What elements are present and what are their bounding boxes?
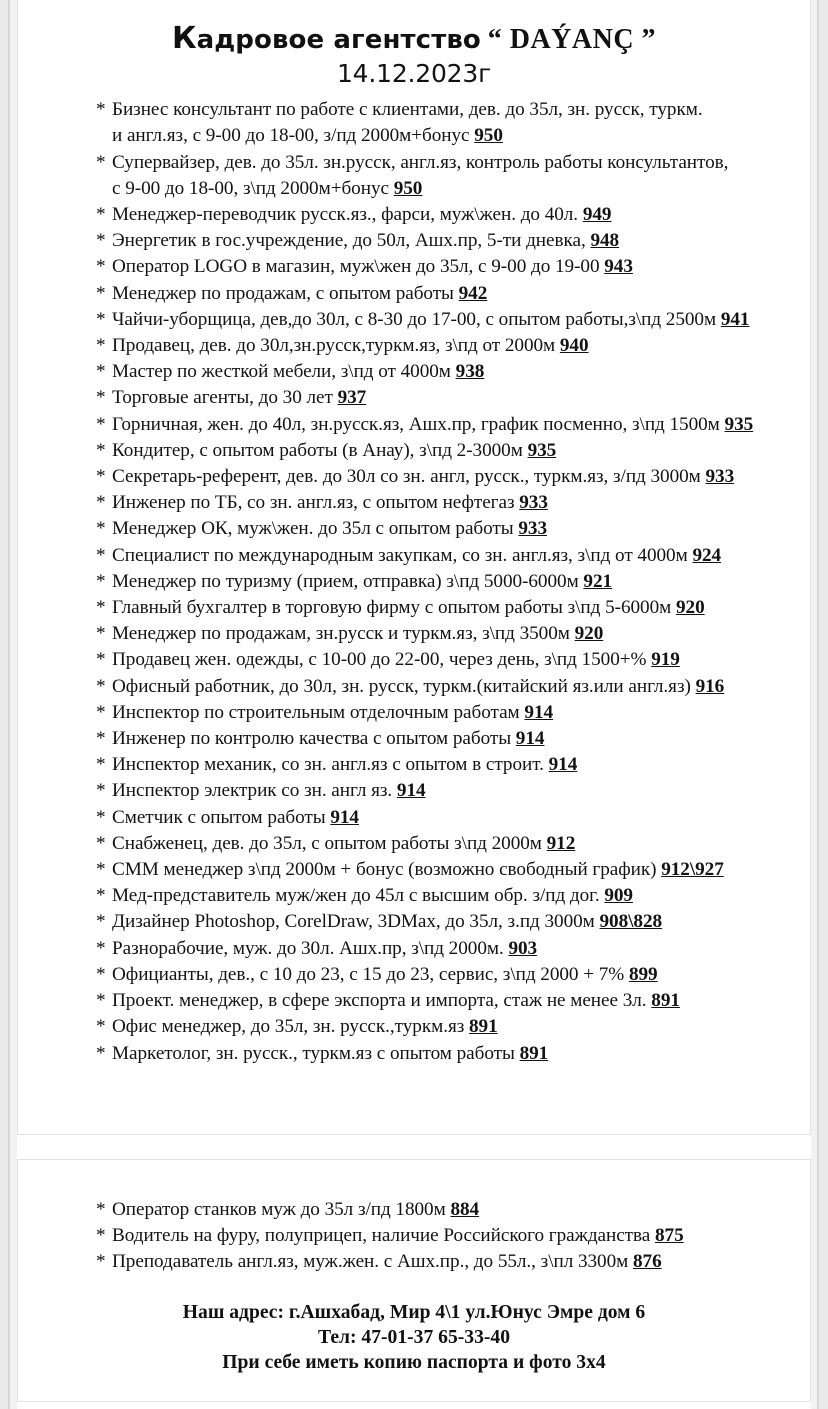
job-listing-item	[96, 621, 792, 647]
job-reference-code: 933	[519, 492, 548, 514]
contact-address: Наш адрес: г.Ашхабад, Мир 4\1 ул.Юнус Эмре дом 6	[182, 1301, 646, 1323]
job-description: Дизайнер Photoshop, CorelDraw, 3DMax, до 35л, з.пд 3000м	[112, 911, 600, 933]
title-latin-part: “ DAÝANÇ ”	[487, 24, 657, 55]
job-listing-page-2	[18, 1169, 810, 1276]
job-listing-item	[96, 281, 792, 307]
job-reference-code: 942	[458, 282, 488, 304]
job-reference-code: 949	[582, 204, 612, 225]
job-reference-code: 875	[655, 1225, 684, 1247]
job-reference-code: 891	[469, 1016, 498, 1038]
job-listing-item	[96, 936, 792, 962]
job-listing-item	[96, 254, 792, 280]
bullet-asterisk: *	[96, 151, 106, 173]
job-reference-code: 908\828	[599, 911, 663, 933]
job-reference-code: 933	[518, 518, 547, 540]
bullet-asterisk: *	[96, 492, 106, 514]
bullet-asterisk: *	[96, 544, 106, 566]
job-description: Офисный работник, до 30л, зн. русск, туркм.(китайский яз.или англ.яз)	[112, 675, 696, 697]
job-listing-item	[96, 1014, 792, 1040]
title-cyrillic-rest: адровое агентство	[196, 25, 481, 55]
bullet-asterisk: *	[96, 230, 106, 252]
job-listing-item	[96, 962, 792, 988]
title-cyrillic-part	[171, 21, 481, 56]
job-description: Чайчи-уборщица, дев,до 30л, с 8-30 до 17-00, с опытом работы,з\пд 2500м	[112, 308, 721, 330]
job-reference-code: 940	[559, 335, 589, 357]
job-description: Инспектор по строительным отделочным работам	[112, 701, 525, 723]
document-date: 14.12.2023г	[336, 59, 492, 89]
bullet-asterisk: *	[96, 1016, 106, 1038]
job-listing-item	[96, 543, 792, 569]
job-listing-item	[96, 1197, 792, 1223]
job-listing-item	[96, 359, 792, 385]
bullet-asterisk: *	[96, 806, 106, 828]
job-reference-code: 914	[396, 780, 426, 802]
contact-block	[18, 1300, 810, 1401]
job-listing-item	[96, 752, 792, 778]
bullet-asterisk: *	[96, 518, 106, 540]
job-description: СММ менеджер з\пд 2000м + бонус (возможно свободный график)	[112, 859, 662, 881]
job-listing-item	[96, 883, 792, 909]
bullet-asterisk: *	[96, 623, 106, 645]
job-reference-code: 891	[519, 1042, 549, 1064]
job-reference-code: 941	[720, 308, 750, 330]
job-listing-item	[96, 700, 792, 726]
bullet-asterisk: *	[96, 990, 106, 1012]
job-description: Секретарь-референт, дев. до 30л со зн. англ, русск., туркм.яз, з/пд 3000м	[112, 466, 706, 488]
job-listing-item	[96, 569, 792, 595]
job-listing-item	[96, 516, 792, 542]
bullet-asterisk: *	[96, 911, 106, 933]
job-listing-item	[96, 464, 792, 490]
bullet-asterisk: *	[96, 282, 106, 304]
bullet-asterisk: *	[96, 361, 106, 383]
job-listing-item-continuation	[96, 123, 792, 149]
bullet-asterisk: *	[96, 885, 106, 907]
job-listing-item	[96, 909, 792, 935]
job-reference-code: 914	[515, 728, 545, 750]
bullet-asterisk: *	[96, 649, 106, 671]
job-description: Водитель на фуру, полуприцеп, наличие Российского гражданства	[112, 1225, 655, 1247]
job-listing-item	[96, 202, 792, 228]
job-description: Продавец жен. одежды, с 10-00 до 22-00, через день, з\пд 1500+%	[112, 649, 652, 671]
job-reference-code: 938	[455, 361, 485, 383]
bullet-asterisk: *	[96, 754, 106, 776]
bullet-asterisk: *	[96, 780, 106, 802]
job-listing-item	[96, 97, 792, 123]
job-listing-item	[96, 385, 792, 411]
job-description: Главный бухгалтер в торговую фирму с опытом работы з\пд 5-6000м	[112, 597, 676, 619]
job-description: Оператор станков муж до 35л з/пд 1800м	[112, 1199, 451, 1220]
bullet-asterisk: *	[96, 701, 106, 723]
job-reference-code: 916	[695, 675, 725, 697]
bullet-asterisk: *	[96, 1225, 106, 1247]
job-listing-page-1	[18, 97, 810, 1067]
job-reference-code: 950	[474, 125, 503, 147]
job-listing-item	[96, 595, 792, 621]
job-reference-code: 919	[651, 649, 680, 671]
job-reference-code: 914	[548, 754, 578, 776]
job-listing-item	[96, 988, 792, 1014]
job-listing-item	[96, 1249, 792, 1275]
job-reference-code: 891	[651, 990, 680, 1012]
bullet-asterisk: *	[96, 597, 106, 619]
job-description: Специалист по международным закупкам, со зн. англ.яз, з\пд от 4000м	[112, 544, 693, 566]
job-listing-item	[96, 150, 792, 176]
bullet-asterisk: *	[96, 859, 106, 881]
job-description-continued: и англ.яз, с 9-00 до 18-00, з/пд 2000м+бонус	[112, 125, 475, 147]
job-listing-item	[96, 333, 792, 359]
job-reference-code: 948	[590, 230, 620, 252]
job-reference-code: 903	[508, 937, 538, 959]
job-reference-code: 912\927	[661, 859, 724, 881]
job-description: Офис менеджер, до 35л, зн. русск.,туркм.яз	[112, 1016, 469, 1038]
job-listing-item	[96, 674, 792, 700]
job-description: Проект. менеджер, в сфере экспорта и импорта, стаж не менее 3л.	[112, 990, 652, 1012]
page-title	[18, 22, 810, 56]
bullet-asterisk: *	[96, 832, 106, 854]
bullet-asterisk: *	[96, 466, 106, 488]
job-description: Продавец, дев. до 30л,зн.русск,туркм.яз, з\пд от 2000м	[112, 335, 560, 357]
bullet-asterisk: *	[96, 439, 106, 461]
job-reference-code: 899	[628, 963, 658, 985]
job-reference-code: 933	[705, 466, 735, 488]
job-description: Мед-представитель муж/жен до 45л с высшим обр. з/пд дог.	[112, 885, 605, 907]
job-reference-code: 920	[574, 623, 604, 645]
bullet-asterisk: *	[96, 256, 106, 278]
job-description: Сметчик с опытом работы	[112, 806, 331, 828]
job-listing-item	[96, 778, 792, 804]
bullet-asterisk: *	[96, 1042, 106, 1064]
job-description: Инженер по контролю качества с опытом работы	[112, 728, 516, 750]
job-reference-code: 924	[692, 544, 722, 566]
job-description: Торговые агенты, до 30 лет	[112, 387, 338, 409]
job-description: Маркетолог, зн. русск., туркм.яз с опытом работы	[112, 1042, 520, 1064]
bullet-asterisk: *	[96, 308, 106, 330]
document-page-2	[17, 1159, 811, 1402]
job-reference-code: 935	[527, 439, 557, 461]
bullet-asterisk: *	[96, 335, 106, 357]
job-description: Кондитер, с опытом работы (в Анау), з\пд 2-3000м	[112, 439, 528, 461]
job-listing-item	[96, 1041, 792, 1067]
bullet-asterisk: *	[96, 204, 106, 225]
bullet-asterisk: *	[96, 99, 106, 121]
document-page-1	[17, 0, 811, 1135]
job-listing-item	[96, 726, 792, 752]
job-listing-item	[96, 490, 792, 516]
job-reference-code: 950	[393, 177, 423, 199]
job-description: Официанты, дев., с 10 до 23, с 15 до 23, сервис, з\пд 2000 + 7%	[112, 963, 629, 985]
job-description: Инспектор электрик со зн. англ яз.	[112, 780, 397, 802]
job-description: Бизнес консультант по работе с клиентами, дев. до 35л, зн. русск, туркм.	[112, 99, 703, 121]
title-dropcap: К	[171, 21, 197, 56]
job-description: Супервайзер, дев. до 35л. зн.русск, англ.яз, контроль работы консультантов,	[112, 151, 729, 173]
job-listing-item	[96, 1223, 792, 1249]
job-reference-code: 914	[524, 701, 554, 723]
job-reference-code: 921	[583, 570, 613, 592]
bullet-asterisk: *	[96, 413, 106, 435]
job-reference-code: 914	[330, 806, 359, 828]
job-listing-item	[96, 307, 792, 333]
job-listing-item-continuation	[96, 176, 792, 202]
job-description: Энергетик в гос.учреждение, до 50л, Ашх.пр, 5-ти дневка,	[112, 230, 591, 252]
job-description: Оператор LOGO в магазин, муж\жен до 35л, с 9-00 до 19-00	[112, 256, 605, 278]
contact-phone: Тел: 47-01-37 65-33-40	[318, 1326, 510, 1348]
job-description: Инспектор механик, со зн. англ.яз с опытом в строит.	[112, 754, 549, 776]
job-description: Менеджер-переводчик русск.яз., фарси, муж\жен. до 40л.	[112, 204, 583, 225]
job-reference-code: 937	[337, 387, 367, 409]
bullet-asterisk: *	[96, 728, 106, 750]
job-listing-item	[96, 831, 792, 857]
job-description: Горничная, жен. до 40л, зн.русск.яз, Ашх.пр, график посменно, з\пд 1500м	[112, 413, 725, 435]
job-description: Разнорабочие, муж. до 30л. Ашх.пр, з\пд 2000м.	[112, 937, 509, 959]
bullet-asterisk: *	[96, 963, 106, 985]
document-header	[18, 0, 810, 88]
contact-note: При себе иметь копию паспорта и фото 3х4	[222, 1351, 606, 1373]
job-description: Менеджер ОК, муж\жен. до 35л с опытом работы	[112, 518, 519, 540]
bullet-asterisk: *	[96, 1199, 106, 1220]
job-listing-item	[96, 647, 792, 673]
job-listing-item	[96, 228, 792, 254]
bullet-asterisk: *	[96, 675, 106, 697]
job-reference-code: 920	[675, 597, 705, 619]
job-description: Менеджер по продажам, с опытом работы	[112, 282, 459, 304]
job-listing-item	[96, 857, 792, 883]
bullet-asterisk: *	[96, 937, 106, 959]
bullet-asterisk: *	[96, 1251, 106, 1273]
job-description: Менеджер по продажам, зн.русск и туркм.яз, з\пд 3500м	[112, 623, 575, 645]
bullet-asterisk: *	[96, 570, 106, 592]
job-reference-code: 912	[546, 832, 576, 854]
job-listing-item	[96, 805, 792, 831]
job-reference-code: 943	[604, 256, 633, 278]
job-listing-item	[96, 438, 792, 464]
job-reference-code: 935	[724, 413, 754, 435]
job-description-continued: с 9-00 до 18-00, з\пд 2000м+бонус	[112, 177, 394, 199]
job-description: Мастер по жесткой мебели, з\пд от 4000м	[112, 361, 456, 383]
job-listing-item	[96, 412, 792, 438]
job-description: Инженер по ТБ, со зн. англ.яз, с опытом нефтегаз	[112, 492, 520, 514]
job-description: Снабженец, дев. до 35л, с опытом работы з\пд 2000м	[112, 832, 547, 854]
job-reference-code: 909	[604, 885, 633, 907]
job-description: Менеджер по туризму (прием, отправка) з\пд 5000-6000м	[112, 570, 584, 592]
job-reference-code: 876	[632, 1251, 662, 1273]
job-description: Преподаватель англ.яз, муж.жен. с Ашх.пр., до 55л., з\пл 3300м	[112, 1251, 633, 1273]
job-reference-code: 884	[450, 1199, 480, 1220]
bullet-asterisk: *	[96, 387, 106, 409]
